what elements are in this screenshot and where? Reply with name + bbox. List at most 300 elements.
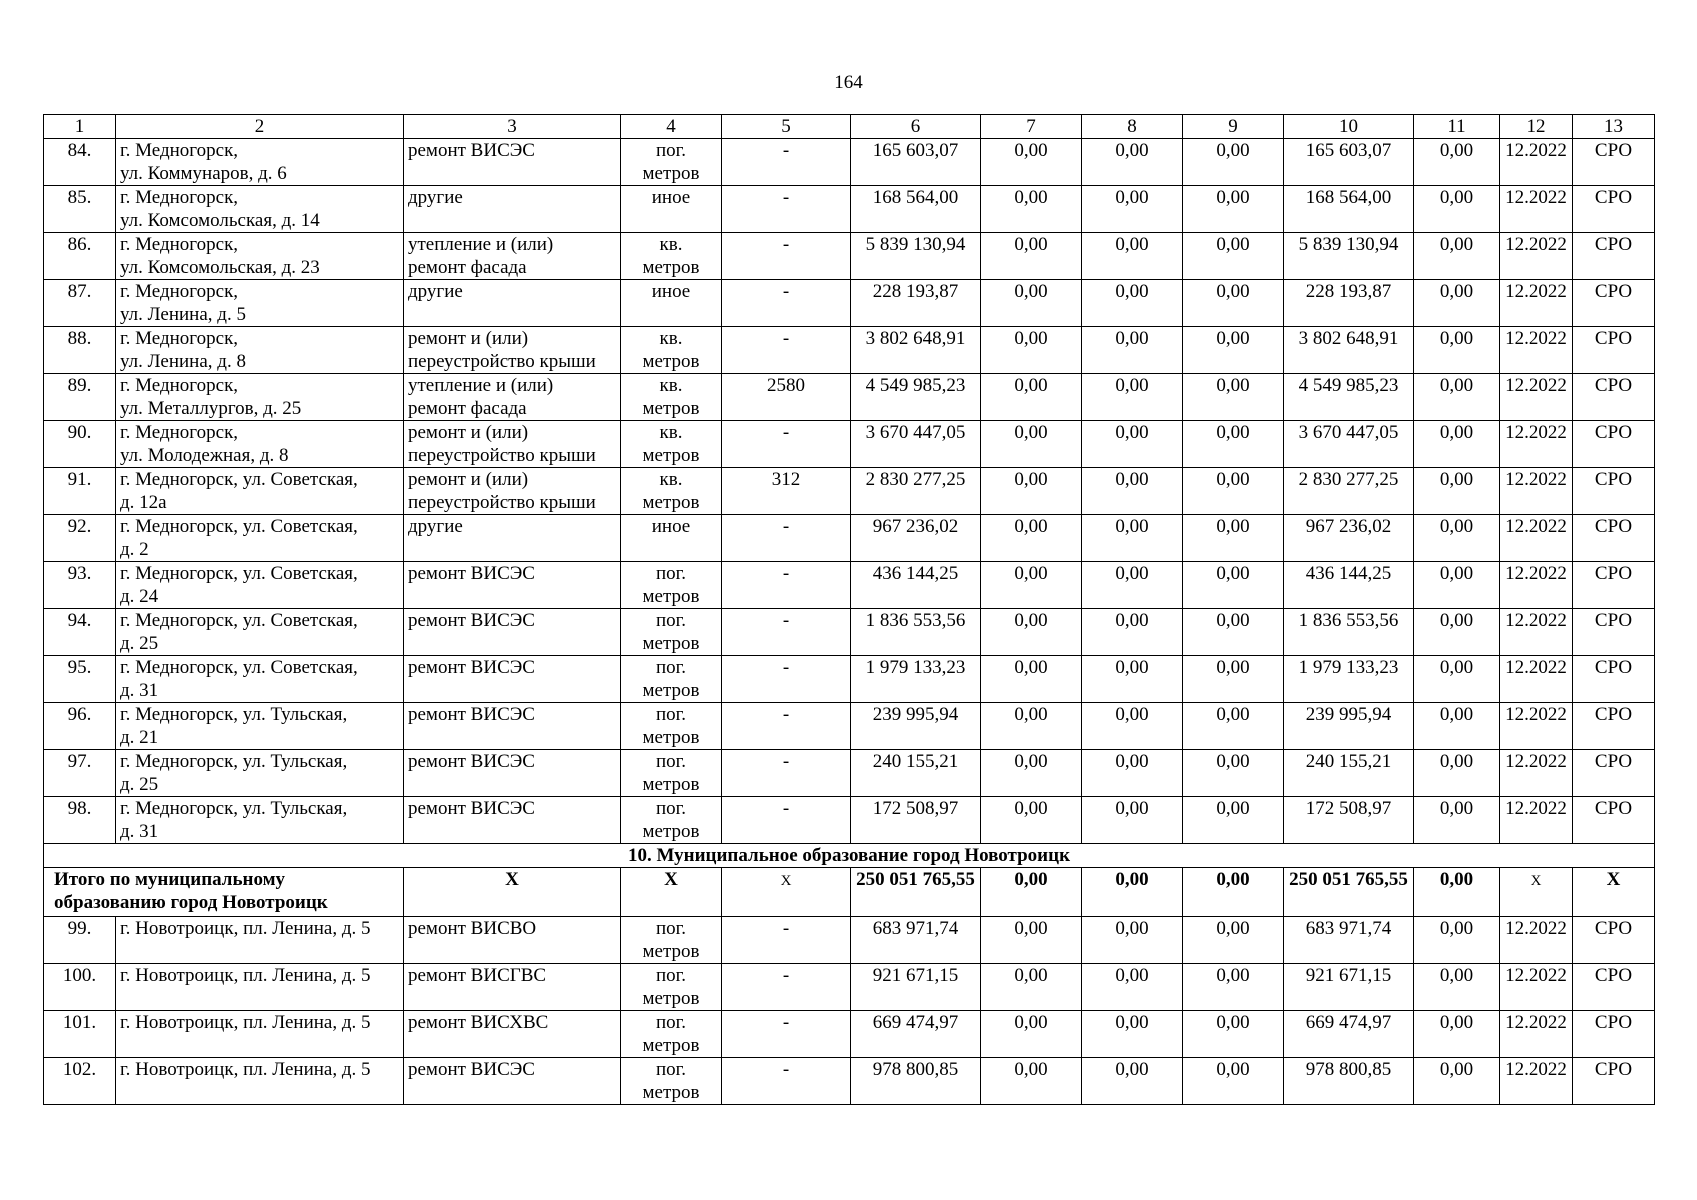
total-cell-3: Х — [404, 868, 621, 917]
value-cell-11: 0,00 — [1414, 1058, 1500, 1105]
value-cell-8: 0,00 — [1082, 703, 1183, 750]
row-number: 101. — [44, 1011, 116, 1058]
unit-cell-line: кв. — [659, 375, 683, 396]
work-type-cell-line: утепление и (или) — [408, 234, 554, 255]
value-cell-7: 0,00 — [981, 280, 1082, 327]
row-number: 92. — [44, 515, 116, 562]
value-cell-5: - — [722, 327, 851, 374]
total-label-line: образованию город Новотроицк — [54, 892, 328, 913]
work-type-cell-line: ремонт ВИСЭС — [408, 751, 535, 772]
address-cell — [116, 1011, 404, 1058]
column-header: 12 — [1500, 115, 1573, 139]
address-cell-line: г. Медногорск, ул. Тульская, — [120, 704, 348, 725]
work-type-cell-line: ремонт ВИСЭС — [408, 563, 535, 584]
address-cell-line: г. Медногорск, ул. Советская, — [120, 657, 358, 678]
value-cell-6: 669 474,97 — [851, 1011, 981, 1058]
total-label — [44, 868, 404, 917]
value-cell-7: 0,00 — [981, 421, 1082, 468]
value-cell-5: - — [722, 515, 851, 562]
table-row — [44, 139, 1655, 186]
value-cell-12: 12.2022 — [1500, 374, 1573, 421]
value-cell-9: 0,00 — [1183, 280, 1284, 327]
value-cell-6: 239 995,94 — [851, 703, 981, 750]
address-cell-line: г. Медногорск, — [120, 422, 239, 443]
unit-cell — [621, 421, 722, 468]
address-cell — [116, 468, 404, 515]
value-cell-5: - — [722, 917, 851, 964]
row-number: 86. — [44, 233, 116, 280]
row-number: 90. — [44, 421, 116, 468]
work-type-cell — [404, 139, 621, 186]
unit-cell — [621, 233, 722, 280]
value-cell-10: 228 193,87 — [1284, 280, 1414, 327]
value-cell-6: 168 564,00 — [851, 186, 981, 233]
value-cell-8: 0,00 — [1082, 562, 1183, 609]
table-row — [44, 750, 1655, 797]
table-row — [44, 797, 1655, 844]
value-cell-9: 0,00 — [1183, 233, 1284, 280]
executor-cell: СРО — [1573, 139, 1655, 186]
executor-cell: СРО — [1573, 233, 1655, 280]
value-cell-5: - — [722, 750, 851, 797]
address-cell-line: г. Новотроицк, пл. Ленина, д. 5 — [120, 1059, 371, 1080]
table-row — [44, 703, 1655, 750]
value-cell-11: 0,00 — [1414, 421, 1500, 468]
work-type-cell-line: ремонт ВИСЭС — [408, 140, 535, 161]
value-cell-11: 0,00 — [1414, 139, 1500, 186]
total-cell-11: 0,00 — [1414, 868, 1500, 917]
value-cell-8: 0,00 — [1082, 233, 1183, 280]
work-type-cell — [404, 186, 621, 233]
work-type-cell-line: другие — [408, 516, 463, 537]
unit-cell-line: метров — [642, 257, 700, 278]
unit-cell — [621, 750, 722, 797]
unit-cell-line: пог. — [655, 140, 687, 161]
work-type-cell — [404, 233, 621, 280]
value-cell-5: - — [722, 797, 851, 844]
value-cell-12: 12.2022 — [1500, 917, 1573, 964]
executor-cell: СРО — [1573, 468, 1655, 515]
value-cell-10: 5 839 130,94 — [1284, 233, 1414, 280]
value-cell-11: 0,00 — [1414, 186, 1500, 233]
column-header-row — [44, 115, 1655, 139]
address-cell — [116, 327, 404, 374]
work-type-cell-line: переустройство крыши — [408, 492, 596, 513]
table-row — [44, 374, 1655, 421]
value-cell-11: 0,00 — [1414, 797, 1500, 844]
value-cell-11: 0,00 — [1414, 1011, 1500, 1058]
total-cell-12: Х — [1500, 868, 1573, 917]
unit-cell-line: пог. — [655, 1012, 687, 1033]
value-cell-5: 312 — [722, 468, 851, 515]
value-cell-6: 165 603,07 — [851, 139, 981, 186]
row-number: 98. — [44, 797, 116, 844]
address-cell-line: г. Медногорск, ул. Советская, — [120, 516, 358, 537]
unit-cell-line: кв. — [659, 469, 683, 490]
value-cell-9: 0,00 — [1183, 515, 1284, 562]
address-cell-line: г. Новотроицк, пл. Ленина, д. 5 — [120, 918, 371, 939]
value-cell-11: 0,00 — [1414, 515, 1500, 562]
value-cell-9: 0,00 — [1183, 1011, 1284, 1058]
work-type-cell — [404, 656, 621, 703]
section-title: 10. Муниципальное образование город Новотроицк — [44, 844, 1655, 868]
address-cell-line: г. Новотроицк, пл. Ленина, д. 5 — [120, 965, 371, 986]
unit-cell — [621, 964, 722, 1011]
row-number: 100. — [44, 964, 116, 1011]
section-heading-row — [44, 844, 1655, 868]
value-cell-10: 436 144,25 — [1284, 562, 1414, 609]
value-cell-9: 0,00 — [1183, 797, 1284, 844]
address-cell-line: г. Медногорск, — [120, 140, 239, 161]
total-cell-4: Х — [621, 868, 722, 917]
value-cell-9: 0,00 — [1183, 421, 1284, 468]
value-cell-10: 921 671,15 — [1284, 964, 1414, 1011]
value-cell-10: 239 995,94 — [1284, 703, 1414, 750]
value-cell-6: 683 971,74 — [851, 917, 981, 964]
value-cell-7: 0,00 — [981, 703, 1082, 750]
value-cell-7: 0,00 — [981, 233, 1082, 280]
work-type-cell-line: ремонт ВИСЭС — [408, 704, 535, 725]
value-cell-7: 0,00 — [981, 1058, 1082, 1105]
value-cell-10: 967 236,02 — [1284, 515, 1414, 562]
value-cell-12: 12.2022 — [1500, 750, 1573, 797]
work-type-cell-line: другие — [408, 281, 463, 302]
address-cell-line: г. Медногорск, — [120, 187, 239, 208]
unit-cell-line: пог. — [655, 751, 687, 772]
unit-cell-line: кв. — [659, 328, 683, 349]
executor-cell: СРО — [1573, 515, 1655, 562]
work-type-cell — [404, 562, 621, 609]
value-cell-12: 12.2022 — [1500, 280, 1573, 327]
work-type-cell — [404, 797, 621, 844]
value-cell-12: 12.2022 — [1500, 327, 1573, 374]
work-type-cell — [404, 964, 621, 1011]
value-cell-7: 0,00 — [981, 374, 1082, 421]
value-cell-10: 1 979 133,23 — [1284, 656, 1414, 703]
value-cell-8: 0,00 — [1082, 515, 1183, 562]
unit-cell-line: метров — [642, 633, 700, 654]
column-header: 5 — [722, 115, 851, 139]
work-type-cell-line: ремонт ВИСЭС — [408, 1059, 535, 1080]
address-cell-line: ул. Комсомольская, д. 14 — [120, 210, 320, 231]
executor-cell: СРО — [1573, 374, 1655, 421]
table-row — [44, 656, 1655, 703]
value-cell-12: 12.2022 — [1500, 562, 1573, 609]
row-number: 87. — [44, 280, 116, 327]
value-cell-9: 0,00 — [1183, 750, 1284, 797]
address-cell — [116, 964, 404, 1011]
executor-cell: СРО — [1573, 562, 1655, 609]
work-type-cell-line: ремонт ВИСЭС — [408, 657, 535, 678]
work-type-cell — [404, 421, 621, 468]
address-cell-line: ул. Ленина, д. 5 — [120, 304, 246, 325]
value-cell-7: 0,00 — [981, 917, 1082, 964]
column-header: 2 — [116, 115, 404, 139]
value-cell-8: 0,00 — [1082, 609, 1183, 656]
executor-cell: СРО — [1573, 964, 1655, 1011]
address-cell — [116, 374, 404, 421]
unit-cell — [621, 1058, 722, 1105]
value-cell-9: 0,00 — [1183, 917, 1284, 964]
value-cell-10: 978 800,85 — [1284, 1058, 1414, 1105]
unit-cell-line: метров — [642, 492, 700, 513]
value-cell-7: 0,00 — [981, 1011, 1082, 1058]
value-cell-7: 0,00 — [981, 609, 1082, 656]
value-cell-8: 0,00 — [1082, 421, 1183, 468]
value-cell-8: 0,00 — [1082, 1058, 1183, 1105]
row-number: 89. — [44, 374, 116, 421]
value-cell-11: 0,00 — [1414, 750, 1500, 797]
address-cell — [116, 703, 404, 750]
address-cell-line: г. Медногорск, ул. Тульская, — [120, 798, 348, 819]
unit-cell — [621, 327, 722, 374]
unit-cell-line: метров — [642, 586, 700, 607]
value-cell-6: 240 155,21 — [851, 750, 981, 797]
work-type-cell-line: ремонт и (или) — [408, 469, 529, 490]
value-cell-5: - — [722, 1058, 851, 1105]
value-cell-9: 0,00 — [1183, 609, 1284, 656]
unit-cell-line: метров — [642, 680, 700, 701]
value-cell-7: 0,00 — [981, 562, 1082, 609]
address-cell-line: г. Медногорск, — [120, 328, 239, 349]
address-cell — [116, 797, 404, 844]
work-type-cell — [404, 1011, 621, 1058]
unit-cell — [621, 139, 722, 186]
value-cell-10: 683 971,74 — [1284, 917, 1414, 964]
value-cell-7: 0,00 — [981, 139, 1082, 186]
unit-cell-line: иное — [651, 187, 691, 208]
value-cell-8: 0,00 — [1082, 656, 1183, 703]
unit-cell — [621, 186, 722, 233]
total-label-line: Итого по муниципальному — [54, 869, 286, 890]
work-type-cell — [404, 468, 621, 515]
executor-cell: СРО — [1573, 421, 1655, 468]
value-cell-11: 0,00 — [1414, 562, 1500, 609]
value-cell-11: 0,00 — [1414, 327, 1500, 374]
address-cell-line: г. Медногорск, — [120, 281, 239, 302]
work-type-cell-line: ремонт ВИСЭС — [408, 610, 535, 631]
work-type-cell — [404, 609, 621, 656]
work-type-cell-line: ремонт ВИСЭС — [408, 798, 535, 819]
value-cell-9: 0,00 — [1183, 703, 1284, 750]
row-number: 102. — [44, 1058, 116, 1105]
unit-cell — [621, 1011, 722, 1058]
unit-cell-line: пог. — [655, 704, 687, 725]
registry-table — [43, 114, 1655, 1105]
unit-cell — [621, 562, 722, 609]
work-type-cell-line: ремонт фасада — [408, 398, 527, 419]
table-row — [44, 468, 1655, 515]
work-type-cell-line: ремонт ВИСХВС — [408, 1012, 549, 1033]
value-cell-7: 0,00 — [981, 656, 1082, 703]
address-cell-line: г. Медногорск, ул. Советская, — [120, 563, 358, 584]
value-cell-8: 0,00 — [1082, 797, 1183, 844]
value-cell-6: 4 549 985,23 — [851, 374, 981, 421]
address-cell-line: ул. Ленина, д. 8 — [120, 351, 246, 372]
value-cell-7: 0,00 — [981, 964, 1082, 1011]
executor-cell: СРО — [1573, 609, 1655, 656]
value-cell-10: 4 549 985,23 — [1284, 374, 1414, 421]
value-cell-10: 3 802 648,91 — [1284, 327, 1414, 374]
address-cell-line: г. Медногорск, ул. Тульская, — [120, 751, 348, 772]
unit-cell — [621, 656, 722, 703]
address-cell — [116, 139, 404, 186]
executor-cell: СРО — [1573, 1011, 1655, 1058]
address-cell-line: г. Медногорск, ул. Советская, — [120, 610, 358, 631]
value-cell-11: 0,00 — [1414, 656, 1500, 703]
executor-cell: СРО — [1573, 797, 1655, 844]
executor-cell: СРО — [1573, 750, 1655, 797]
value-cell-12: 12.2022 — [1500, 233, 1573, 280]
address-cell-line: д. 25 — [120, 774, 159, 795]
address-cell-line: г. Медногорск, ул. Советская, — [120, 469, 358, 490]
value-cell-8: 0,00 — [1082, 327, 1183, 374]
value-cell-6: 1 836 553,56 — [851, 609, 981, 656]
value-cell-5: - — [722, 186, 851, 233]
value-cell-8: 0,00 — [1082, 186, 1183, 233]
address-cell-line: д. 25 — [120, 633, 159, 654]
value-cell-12: 12.2022 — [1500, 703, 1573, 750]
total-cell-10: 250 051 765,55 — [1284, 868, 1414, 917]
table-row — [44, 515, 1655, 562]
address-cell — [116, 562, 404, 609]
value-cell-5: - — [722, 280, 851, 327]
table-row — [44, 609, 1655, 656]
address-cell-line: г. Новотроицк, пл. Ленина, д. 5 — [120, 1012, 371, 1033]
column-header: 7 — [981, 115, 1082, 139]
value-cell-5: - — [722, 1011, 851, 1058]
unit-cell — [621, 280, 722, 327]
table-row — [44, 562, 1655, 609]
value-cell-8: 0,00 — [1082, 1011, 1183, 1058]
address-cell — [116, 186, 404, 233]
value-cell-11: 0,00 — [1414, 964, 1500, 1011]
row-number: 93. — [44, 562, 116, 609]
value-cell-6: 436 144,25 — [851, 562, 981, 609]
column-header: 11 — [1414, 115, 1500, 139]
row-number: 94. — [44, 609, 116, 656]
unit-cell-line: метров — [642, 988, 700, 1009]
table-row — [44, 327, 1655, 374]
page-number: 164 — [834, 72, 863, 93]
address-cell — [116, 917, 404, 964]
value-cell-9: 0,00 — [1183, 139, 1284, 186]
value-cell-9: 0,00 — [1183, 656, 1284, 703]
value-cell-7: 0,00 — [981, 468, 1082, 515]
work-type-cell — [404, 1058, 621, 1105]
value-cell-12: 12.2022 — [1500, 186, 1573, 233]
table-row — [44, 421, 1655, 468]
row-number: 88. — [44, 327, 116, 374]
work-type-cell-line: другие — [408, 187, 463, 208]
unit-cell — [621, 468, 722, 515]
work-type-cell-line: ремонт ВИСГВС — [408, 965, 547, 986]
unit-cell-line: иное — [651, 516, 691, 537]
unit-cell-line: кв. — [659, 234, 683, 255]
address-cell-line: д. 24 — [120, 586, 159, 607]
value-cell-7: 0,00 — [981, 186, 1082, 233]
value-cell-12: 12.2022 — [1500, 515, 1573, 562]
executor-cell: СРО — [1573, 656, 1655, 703]
work-type-cell — [404, 703, 621, 750]
value-cell-8: 0,00 — [1082, 139, 1183, 186]
work-type-cell-line: ремонт ВИСВО — [408, 918, 537, 939]
unit-cell-line: пог. — [655, 965, 687, 986]
table-row — [44, 280, 1655, 327]
value-cell-7: 0,00 — [981, 327, 1082, 374]
row-number: 96. — [44, 703, 116, 750]
address-cell-line: д. 12а — [120, 492, 167, 513]
table-row — [44, 186, 1655, 233]
value-cell-7: 0,00 — [981, 750, 1082, 797]
unit-cell-line: метров — [642, 941, 700, 962]
address-cell — [116, 750, 404, 797]
value-cell-12: 12.2022 — [1500, 468, 1573, 515]
total-cell-8: 0,00 — [1082, 868, 1183, 917]
total-cell-6: 250 051 765,55 — [851, 868, 981, 917]
value-cell-8: 0,00 — [1082, 374, 1183, 421]
address-cell-line: д. 31 — [120, 821, 159, 842]
column-header: 10 — [1284, 115, 1414, 139]
address-cell-line: ул. Металлургов, д. 25 — [120, 398, 302, 419]
address-cell-line: д. 2 — [120, 539, 149, 560]
total-cell-7: 0,00 — [981, 868, 1082, 917]
value-cell-12: 12.2022 — [1500, 139, 1573, 186]
unit-cell-line: метров — [642, 1082, 700, 1103]
value-cell-10: 165 603,07 — [1284, 139, 1414, 186]
column-header: 9 — [1183, 115, 1284, 139]
unit-cell-line: пог. — [655, 657, 687, 678]
total-cell-9: 0,00 — [1183, 868, 1284, 917]
value-cell-5: - — [722, 656, 851, 703]
value-cell-8: 0,00 — [1082, 917, 1183, 964]
value-cell-6: 3 670 447,05 — [851, 421, 981, 468]
work-type-cell-line: утепление и (или) — [408, 375, 554, 396]
value-cell-5: - — [722, 964, 851, 1011]
value-cell-11: 0,00 — [1414, 703, 1500, 750]
value-cell-6: 2 830 277,25 — [851, 468, 981, 515]
value-cell-9: 0,00 — [1183, 1058, 1284, 1105]
row-number: 97. — [44, 750, 116, 797]
table-row — [44, 964, 1655, 1011]
value-cell-5: 2580 — [722, 374, 851, 421]
work-type-cell-line: переустройство крыши — [408, 445, 596, 466]
work-type-cell — [404, 750, 621, 797]
value-cell-12: 12.2022 — [1500, 421, 1573, 468]
unit-cell-line: метров — [642, 163, 700, 184]
address-cell-line: д. 21 — [120, 727, 159, 748]
executor-cell: СРО — [1573, 186, 1655, 233]
value-cell-12: 12.2022 — [1500, 609, 1573, 656]
value-cell-12: 12.2022 — [1500, 964, 1573, 1011]
unit-cell-line: метров — [642, 445, 700, 466]
address-cell-line: д. 31 — [120, 680, 159, 701]
address-cell — [116, 233, 404, 280]
value-cell-11: 0,00 — [1414, 280, 1500, 327]
column-header: 1 — [44, 115, 116, 139]
unit-cell-line: пог. — [655, 1059, 687, 1080]
total-cell-13: Х — [1573, 868, 1655, 917]
table-row — [44, 917, 1655, 964]
value-cell-12: 12.2022 — [1500, 656, 1573, 703]
value-cell-12: 12.2022 — [1500, 1011, 1573, 1058]
value-cell-7: 0,00 — [981, 797, 1082, 844]
value-cell-6: 228 193,87 — [851, 280, 981, 327]
work-type-cell — [404, 917, 621, 964]
address-cell — [116, 280, 404, 327]
value-cell-10: 669 474,97 — [1284, 1011, 1414, 1058]
value-cell-10: 240 155,21 — [1284, 750, 1414, 797]
